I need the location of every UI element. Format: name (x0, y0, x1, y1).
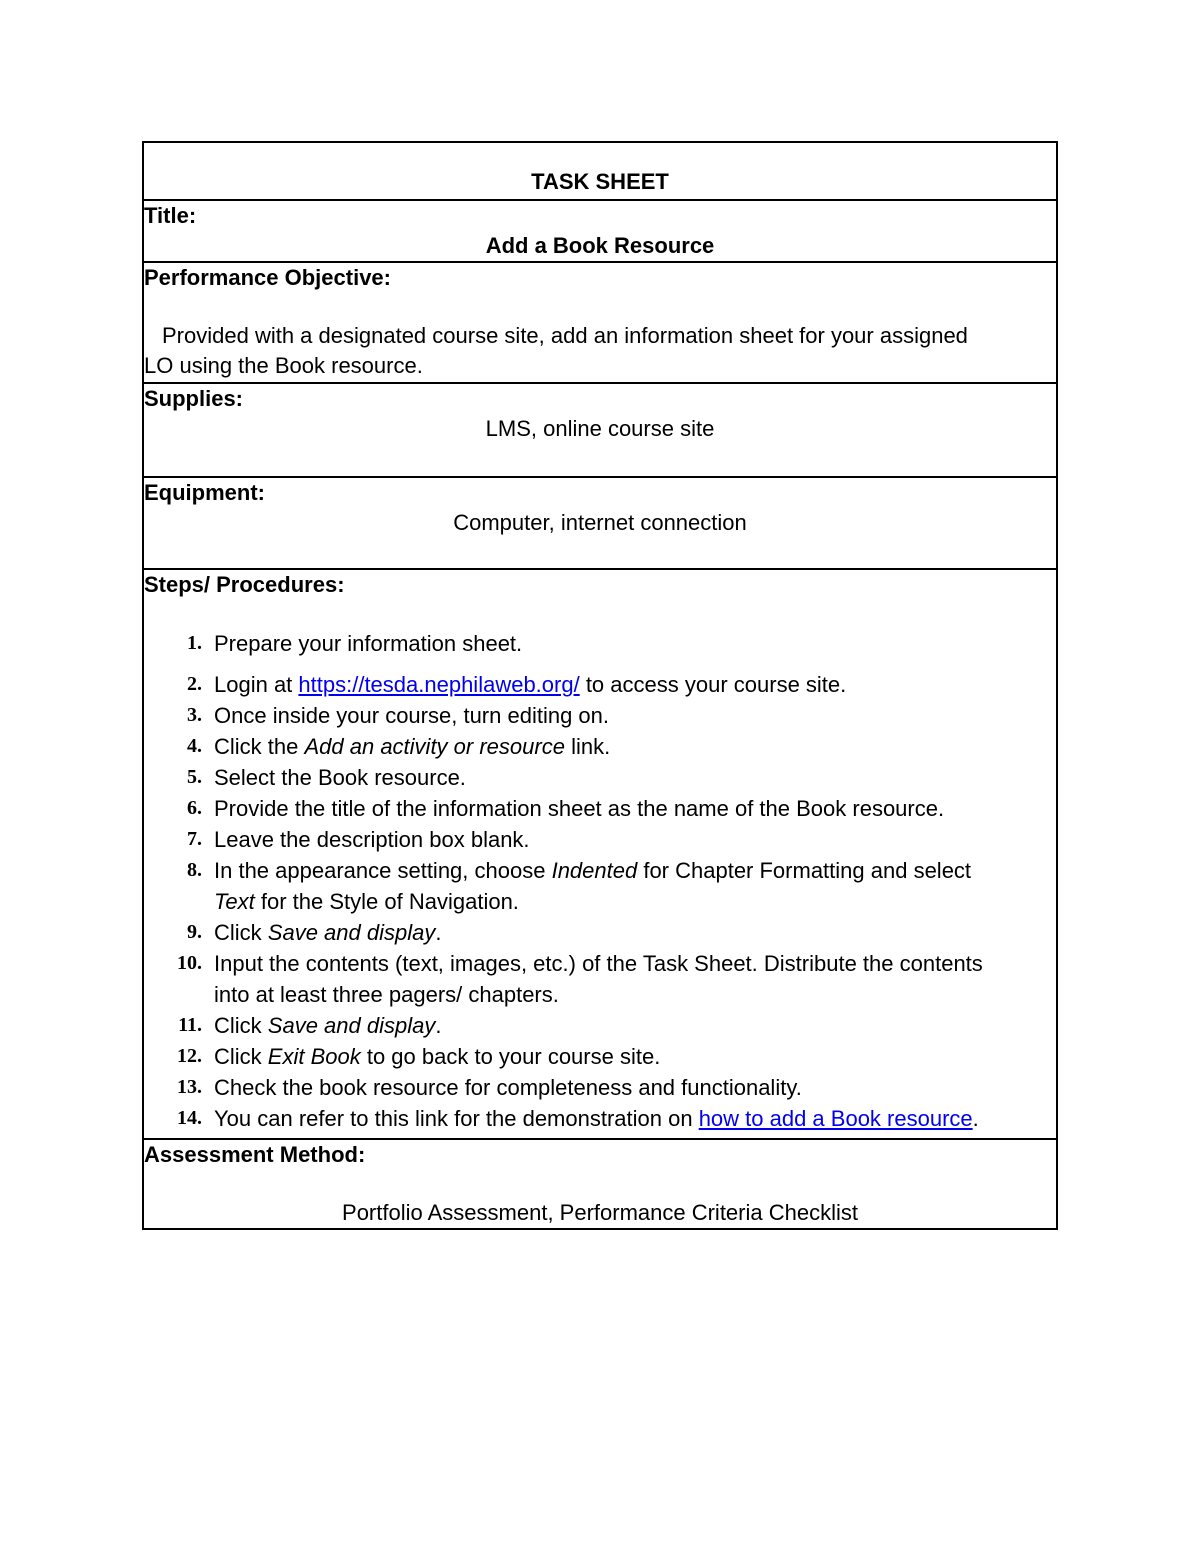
step-3 (144, 700, 1056, 731)
step-number: 8. (187, 859, 202, 881)
title-label: Title: (144, 203, 197, 228)
step-text: Login at (214, 672, 299, 697)
step-text: Once inside your course, turn editing on. (214, 703, 610, 728)
step-11 (144, 1010, 1056, 1041)
step-number: 9. (187, 921, 202, 943)
step-5 (144, 762, 1056, 793)
step-text: to go back to your course site. (360, 1044, 661, 1069)
step-2 (144, 669, 1056, 700)
step-number: 12. (177, 1045, 202, 1067)
objective-text-line2: LO using the Book resource. (144, 353, 423, 378)
steps-section (144, 568, 1056, 1138)
step-emphasis: Exit Book (267, 1044, 361, 1069)
equipment-value: Computer, internet connection (453, 510, 747, 535)
step-text: for the Style of Navigation. (254, 889, 519, 914)
assessment-section (144, 1138, 1056, 1228)
step-text: Input the contents (text, images, etc.) of the Task Sheet. Distribute the contents (214, 951, 983, 976)
step-text: Click (214, 920, 268, 945)
step-text: for Chapter Formatting and select (637, 858, 972, 883)
step-number: 6. (187, 797, 202, 819)
step-text: . (972, 1106, 979, 1131)
course-site-link[interactable]: https://tesda.nephilaweb.org/ (298, 672, 580, 697)
step-text: Click (214, 1044, 268, 1069)
step-text: In the appearance setting, choose (214, 858, 552, 883)
supplies-label: Supplies: (144, 386, 244, 411)
task-sheet-table (142, 141, 1058, 1230)
assessment-label: Assessment Method: (144, 1142, 366, 1167)
objective-section (144, 261, 1056, 382)
objective-text-line1: Provided with a designated course site, add an information sheet for your assigned (162, 323, 968, 348)
supplies-section (144, 382, 1056, 476)
header-section (144, 143, 1056, 199)
step-text: . (435, 920, 442, 945)
step-text: Provide the title of the information sheet as the name of the Book resource. (214, 796, 945, 821)
step-emphasis: Save and display (267, 920, 436, 945)
step-number: 2. (187, 673, 202, 695)
step-number: 4. (187, 735, 202, 757)
step-text: to access your course site. (579, 672, 847, 697)
step-text: Click (214, 1013, 268, 1038)
step-emphasis: Save and display (267, 1013, 436, 1038)
book-resource-demo-link[interactable]: how to add a Book resource (698, 1106, 973, 1131)
equipment-section (144, 476, 1056, 568)
step-text: . (435, 1013, 442, 1038)
step-12 (144, 1041, 1056, 1072)
assessment-value: Portfolio Assessment, Performance Criteria Checklist (342, 1200, 858, 1225)
title-value: Add a Book Resource (485, 233, 715, 258)
step-number: 1. (187, 632, 202, 654)
step-8 (144, 855, 1056, 917)
step-6 (144, 793, 1056, 824)
step-13 (144, 1072, 1056, 1103)
step-1 (144, 628, 1056, 659)
steps-list (144, 628, 1056, 1134)
step-9 (144, 917, 1056, 948)
step-text: Leave the description box blank. (214, 827, 530, 852)
step-14 (144, 1103, 1056, 1134)
step-text: Prepare your information sheet. (214, 631, 523, 656)
step-10 (144, 948, 1056, 1010)
equipment-label: Equipment: (144, 480, 265, 505)
step-number: 10. (177, 952, 202, 974)
step-text: Check the book resource for completeness and functionality. (214, 1075, 802, 1100)
step-emphasis: Add an activity or resource (304, 734, 565, 759)
step-number: 13. (177, 1076, 202, 1098)
step-text: Select the Book resource. (214, 765, 466, 790)
step-number: 7. (187, 828, 202, 850)
step-text: You can refer to this link for the demonstration on (214, 1106, 699, 1131)
title-section (144, 199, 1056, 261)
step-emphasis: Indented (551, 858, 638, 883)
sheet-title: TASK SHEET (531, 169, 669, 194)
step-number: 11. (178, 1014, 202, 1036)
step-text: Click the (214, 734, 305, 759)
supplies-value: LMS, online course site (485, 416, 715, 441)
step-7 (144, 824, 1056, 855)
objective-label: Performance Objective: (144, 265, 391, 290)
step-text: into at least three pagers/ chapters. (214, 982, 559, 1007)
step-emphasis: Text (214, 889, 255, 914)
step-number: 3. (187, 704, 202, 726)
step-text: link. (564, 734, 611, 759)
step-4 (144, 731, 1056, 762)
step-number: 5. (187, 766, 202, 788)
step-number: 14. (177, 1107, 202, 1129)
steps-label: Steps/ Procedures: (144, 572, 345, 597)
